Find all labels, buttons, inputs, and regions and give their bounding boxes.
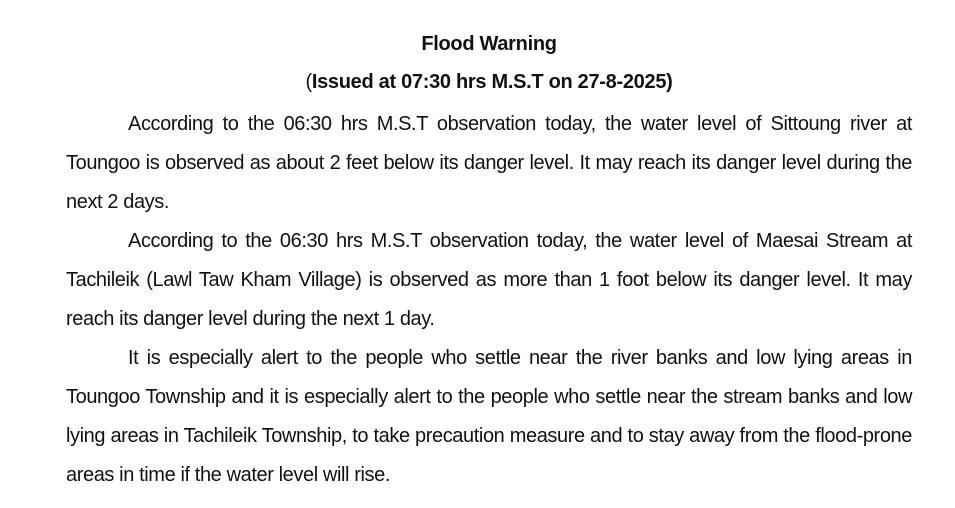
issued-open-paren: (	[305, 71, 312, 93]
paragraph-sittoung: According to the 06:30 hrs M.S.T observation today, the water level of Sittoung river at Toungoo is observed as about 2 feet below its danger level. It may reach its danger level during the next 2 days.	[66, 113, 912, 213]
paragraph-maesai: According to the 06:30 hrs M.S.T observation today, the water level of Maesai Stream at Tachileik (Lawl Taw Kham Village) is observed as more than 1 foot below its danger level. It may reach its danger level during the next 1 day.	[66, 230, 912, 330]
issued-line	[66, 68, 912, 96]
flood-warning-document	[66, 30, 912, 495]
paragraph-alert: It is especially alert to the people who settle near the river banks and low lying areas in Toungoo Township and it is especially alert to the people who settle near the stream banks and low lying areas in Tachileik Township, to take precaution measure and to stay away from the flood-prone areas in time if the water level will rise.	[66, 347, 912, 486]
issued-text: Issued at 07:30 hrs M.S.T on 27-8-2025)	[311, 71, 673, 93]
document-title: Flood Warning	[421, 33, 557, 55]
